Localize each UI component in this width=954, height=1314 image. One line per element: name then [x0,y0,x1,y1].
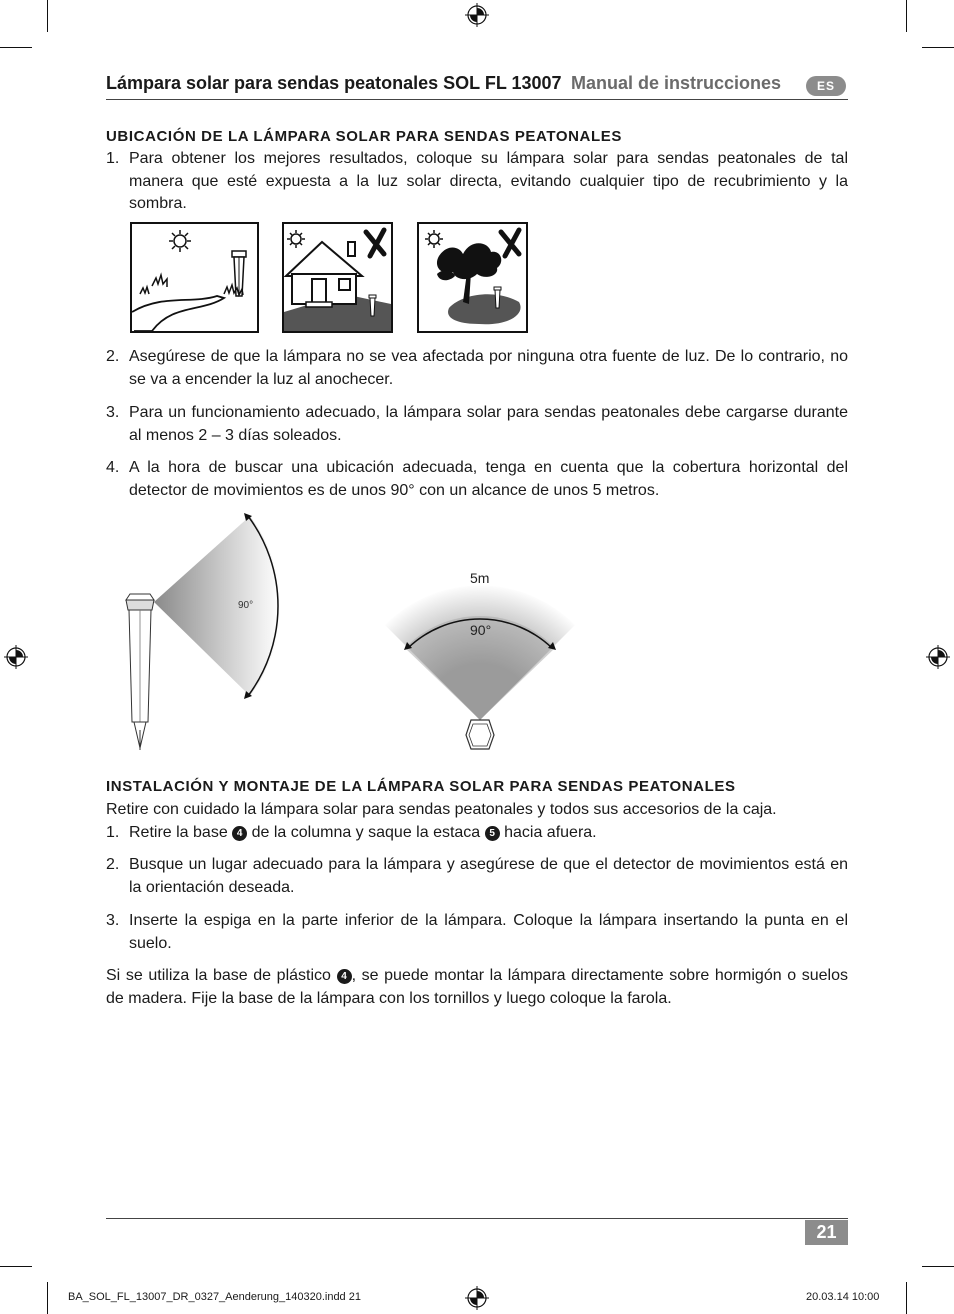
illustration-tree-shadow [417,222,528,333]
registration-mark-icon [465,1286,489,1310]
language-badge: ES [806,76,846,96]
header-divider [106,99,848,100]
lamp-top-icon [466,720,494,749]
circled-number-5: 5 [485,826,500,841]
crop-mark [922,47,954,48]
section-title-ubicacion: UBICACIÓN DE LA LÁMPARA SOLAR PARA SENDAS PEATONALES [106,128,622,145]
list-item-text: Busque un lugar adecuado para la lámpara y asegúrese de que el detector de movimientos está en la orientación deseada. [129,856,848,896]
circled-number-4: 4 [232,826,247,841]
top-range-label: 5m [470,570,490,586]
list-number: 3. [106,404,120,421]
crop-mark [47,1282,48,1314]
illustration-sunny-path [130,222,259,333]
document-subtitle: Manual de instrucciones [571,73,782,93]
top-angle-label: 90° [470,622,492,638]
list-number: 1. [106,150,120,167]
closing-paragraph: Si se utiliza la base de plástico 4 , se puede montar la lámpara directamente sobre hormigón o suelos de madera. Fije la base de la lámpara con los tornillos y luego coloque la farola. [106,967,849,1007]
list-item-text: Para obtener los mejores resultados, coloque su lámpara solar para sendas peatonales de tal manera que esté expuesta a la luz solar directa, evitando cualquier tipo de recubrimiento y la sombra. [129,150,848,212]
list-item-text: Inserte la espiga en la parte inferior de la lámpara. Coloque la lámpara insertando la punta en el suelo. [129,912,848,952]
list-number: 4. [106,459,120,476]
lamp-icon [126,594,154,750]
registration-mark-icon [465,3,489,27]
list-number: 2. [106,856,120,873]
side-angle-label: 90° [238,600,254,611]
print-date: 20.03.14 10:00 [806,1291,880,1303]
registration-mark-icon [4,645,28,669]
crop-mark [922,1266,954,1267]
illustration-house-shadow [282,222,393,333]
section-intro: Retire con cuidado la lámpara solar para sendas peatonales y todos sus accesorios de la caja. [106,801,777,818]
registration-mark-icon [926,645,950,669]
footer-divider [106,1218,848,1219]
side-view-detection-diagram [110,510,310,755]
crop-mark [47,0,48,32]
page-number: 21 [805,1220,848,1245]
crop-mark [0,47,32,48]
cross-icon [501,230,519,256]
list-item-text: Retire la base 4 de la columna y saque la estaca 5 hacia afuera. [129,824,597,841]
document-title: Lámpara solar para sendas peatonales SOL FL 13007 [106,73,562,93]
list-number: 3. [106,912,120,929]
cross-icon [366,230,384,256]
circled-number-4: 4 [337,969,352,984]
crop-mark [906,1282,907,1314]
list-item-text: Para un funcionamiento adecuado, la lámpara solar para sendas peatonales debe cargarse durante al menos 2 – 3 días soleados. [129,404,848,444]
sun-icon [287,230,305,248]
crop-mark [0,1266,32,1267]
sun-icon [169,230,191,252]
list-number: 1. [106,824,120,841]
list-number: 2. [106,348,120,365]
sun-icon [425,230,443,248]
section-title-instalacion: INSTALACIÓN Y MONTAJE DE LA LÁMPARA SOLAR PARA SENDAS PEATONALES [106,778,736,795]
file-slug: BA_SOL_FL_13007_DR_0327_Aenderung_140320.indd 21 [68,1291,361,1303]
list-item-text: A la hora de buscar una ubicación adecuada, tenga en cuenta que la cobertura horizontal del detector de movimientos es de unos 90° con un alcance de unos 5 metros. [129,459,848,499]
lamp-icon [232,251,246,296]
top-view-detection-diagram [385,560,575,755]
crop-mark [906,0,907,32]
list-item-text: Asegúrese de que la lámpara no se vea afectada por ninguna otra fuente de luz. De lo contrario, no se va a encender la luz al anochecer. [129,348,848,388]
